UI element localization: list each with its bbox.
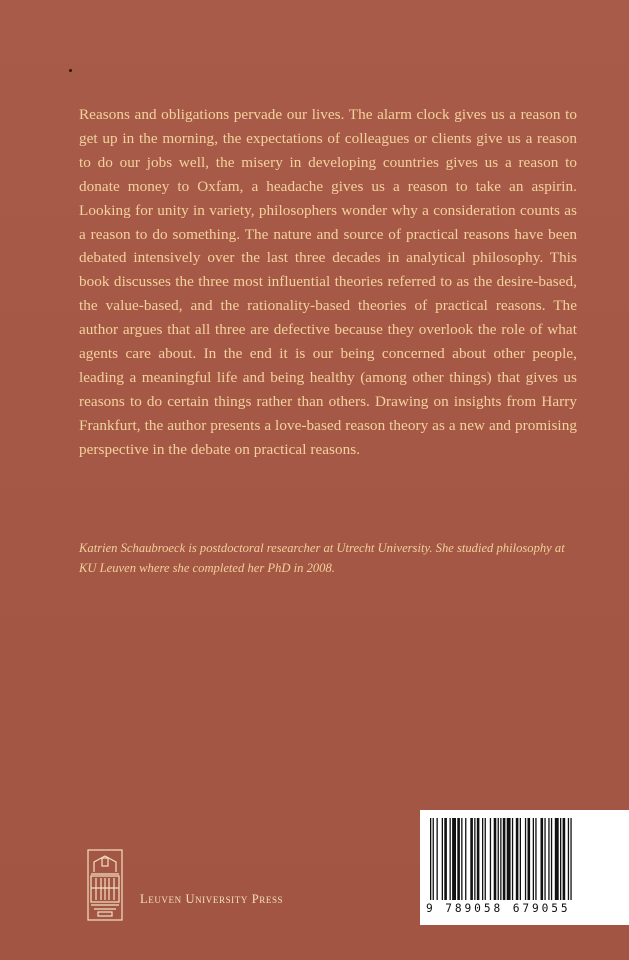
barcode-bar — [525, 818, 526, 900]
barcode-bar — [470, 818, 473, 900]
barcode-bars — [428, 818, 621, 902]
barcode-bar — [500, 818, 501, 900]
barcode-bar — [568, 818, 569, 900]
barcode-bar — [444, 818, 447, 900]
publisher-name: Leuven University Press — [140, 892, 284, 906]
barcode-bar — [503, 818, 506, 900]
barcode-bar — [548, 818, 549, 900]
barcode-bar — [465, 818, 466, 900]
barcode-bar — [482, 818, 483, 900]
barcode-bar — [437, 818, 438, 900]
barcode-bar — [494, 818, 497, 900]
barcode-bar — [551, 818, 552, 900]
barcode-bar — [507, 818, 511, 900]
barcode-bar — [560, 818, 561, 900]
author-bio: Katrien Schaubroeck is postdoctoral researcher at Utrecht University. She studied philosophy at KU Leuven where she completed her PhD in 2008. — [79, 541, 565, 575]
barcode-bar — [457, 818, 460, 900]
barcode-bar — [477, 818, 480, 900]
print-speck — [69, 69, 72, 72]
barcode-bar — [450, 818, 451, 900]
isbn-barcode — [420, 810, 629, 925]
barcode-bar — [533, 818, 534, 900]
barcode-bar — [544, 818, 545, 900]
barcode-bar — [490, 818, 491, 900]
barcode-bar — [516, 818, 519, 900]
publisher-logo-icon — [85, 848, 125, 922]
barcode-bar — [563, 818, 566, 900]
barcode-bar — [528, 818, 531, 900]
barcode-bar — [535, 818, 536, 900]
barcode-bar — [461, 818, 462, 900]
book-blurb: Reasons and obligations pervade our lives. The alarm clock gives us a reason to get up in the morning, the expectations of colleagues or clients give us a reason to do our jobs well, the misery in developing countries gives us a reason to donate money to Oxfam, a headache gives us a reason to take an aspirin. Looking for unity in variety, philosophers wonder why a consideration counts as a reason to do something. The nature and source of practical reasons have been debated intensively over the last three decades in analytical philosophy. This book discusses the three most influential theories referred to as the desire-based, the value-based, and the rationality-based theories of practical reasons. The author argues that all three are defective because they overlook the role of what agents care about. In the end it is our being concerned about other people, leading a meaningful life and being healthy (among other things) that gives us reasons to do certain things rather than others. Drawing on insights from Harry Frankfurt, the author presents a love-based reason theory as a new and promising perspective in the debate on practical reasons. — [79, 106, 577, 458]
barcode-bar — [512, 818, 513, 900]
barcode-bar — [541, 818, 544, 900]
barcode-bar — [442, 818, 443, 900]
barcode-bar — [452, 818, 456, 900]
barcode-bar — [570, 818, 571, 900]
isbn-digits: 9 789058 679055 — [426, 902, 571, 915]
barcode-bar — [498, 818, 499, 900]
barcode-bar — [555, 818, 559, 900]
barcode-bar — [485, 818, 486, 900]
barcode-bar — [430, 818, 431, 900]
barcode-bar — [520, 818, 521, 900]
barcode-bar — [433, 818, 434, 900]
barcode-bar — [474, 818, 475, 900]
